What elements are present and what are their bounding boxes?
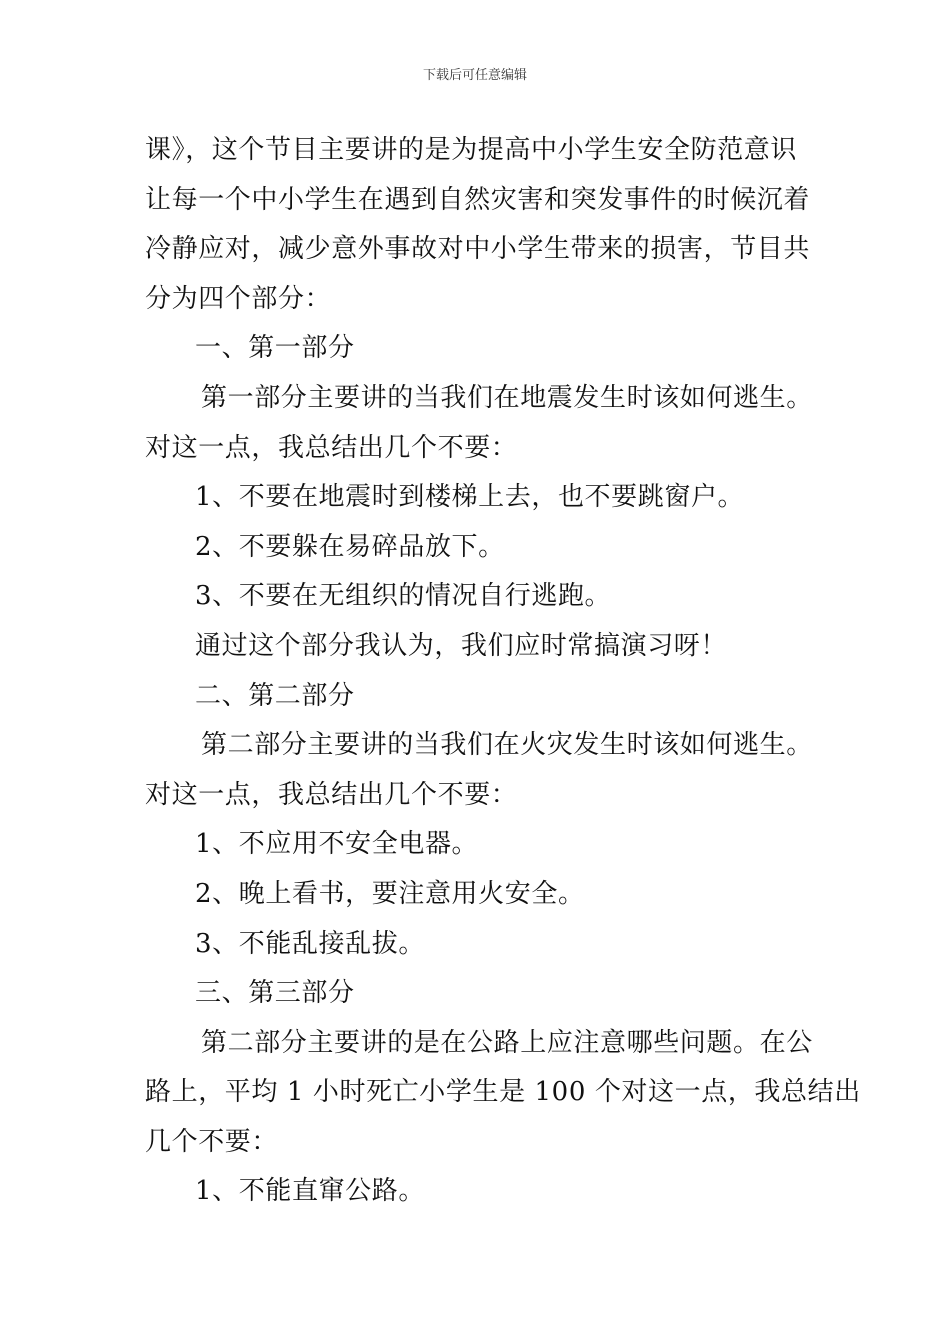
page-header-note: 下载后可任意编辑 [422, 68, 527, 83]
section-heading: 一、第一部分 [195, 333, 355, 364]
paragraph-line: 冷静应对，减少意外事故对中小学生带来的损害，节目共 [145, 234, 811, 265]
list-item: 1、不应用不安全电器。 [195, 829, 479, 860]
paragraph-line: 对这一点，我总结出几个不要： [145, 779, 518, 810]
paragraph-line: 对这一点，我总结出几个不要： [145, 432, 518, 463]
list-item: 3、不能乱接乱拔。 [195, 928, 425, 959]
paragraph-line: 几个不要： [145, 1126, 279, 1157]
paragraph-line: 分为四个部分： [145, 283, 332, 314]
paragraph-line: 通过这个部分我认为，我们应时常搞演习呀！ [195, 630, 728, 661]
list-item: 1、不要在地震时到楼梯上去，也不要跳窗户。 [195, 482, 745, 513]
list-item: 1、不能直窜公路。 [195, 1176, 425, 1207]
paragraph-line: 让每一个中小学生在遇到自然灾害和突发事件的时候沉着 [145, 184, 811, 215]
paragraph-line: 第二部分主要讲的是在公路上应注意哪些问题。在公 [201, 1027, 813, 1058]
paragraph-line: 第一部分主要讲的当我们在地震发生时该如何逃生。 [201, 382, 813, 413]
paragraph-line: 第二部分主要讲的当我们在火灾发生时该如何逃生。 [201, 730, 813, 761]
document-body [145, 126, 861, 1217]
list-item: 2、晚上看书，要注意用火安全。 [195, 878, 585, 909]
paragraph-line: 课》，这个节目主要讲的是为提高中小学生安全防范意识 [145, 135, 798, 165]
list-item: 3、不要在无组织的情况自行逃跑。 [195, 581, 612, 612]
section-heading: 三、第三部分 [195, 978, 355, 1009]
section-heading: 二、第二部分 [195, 680, 355, 711]
list-item: 2、不要躲在易碎品放下。 [195, 531, 505, 562]
paragraph-line: 路上，平均 1 小时死亡小学生是 100 个对这一点，我总结出 [145, 1077, 861, 1108]
